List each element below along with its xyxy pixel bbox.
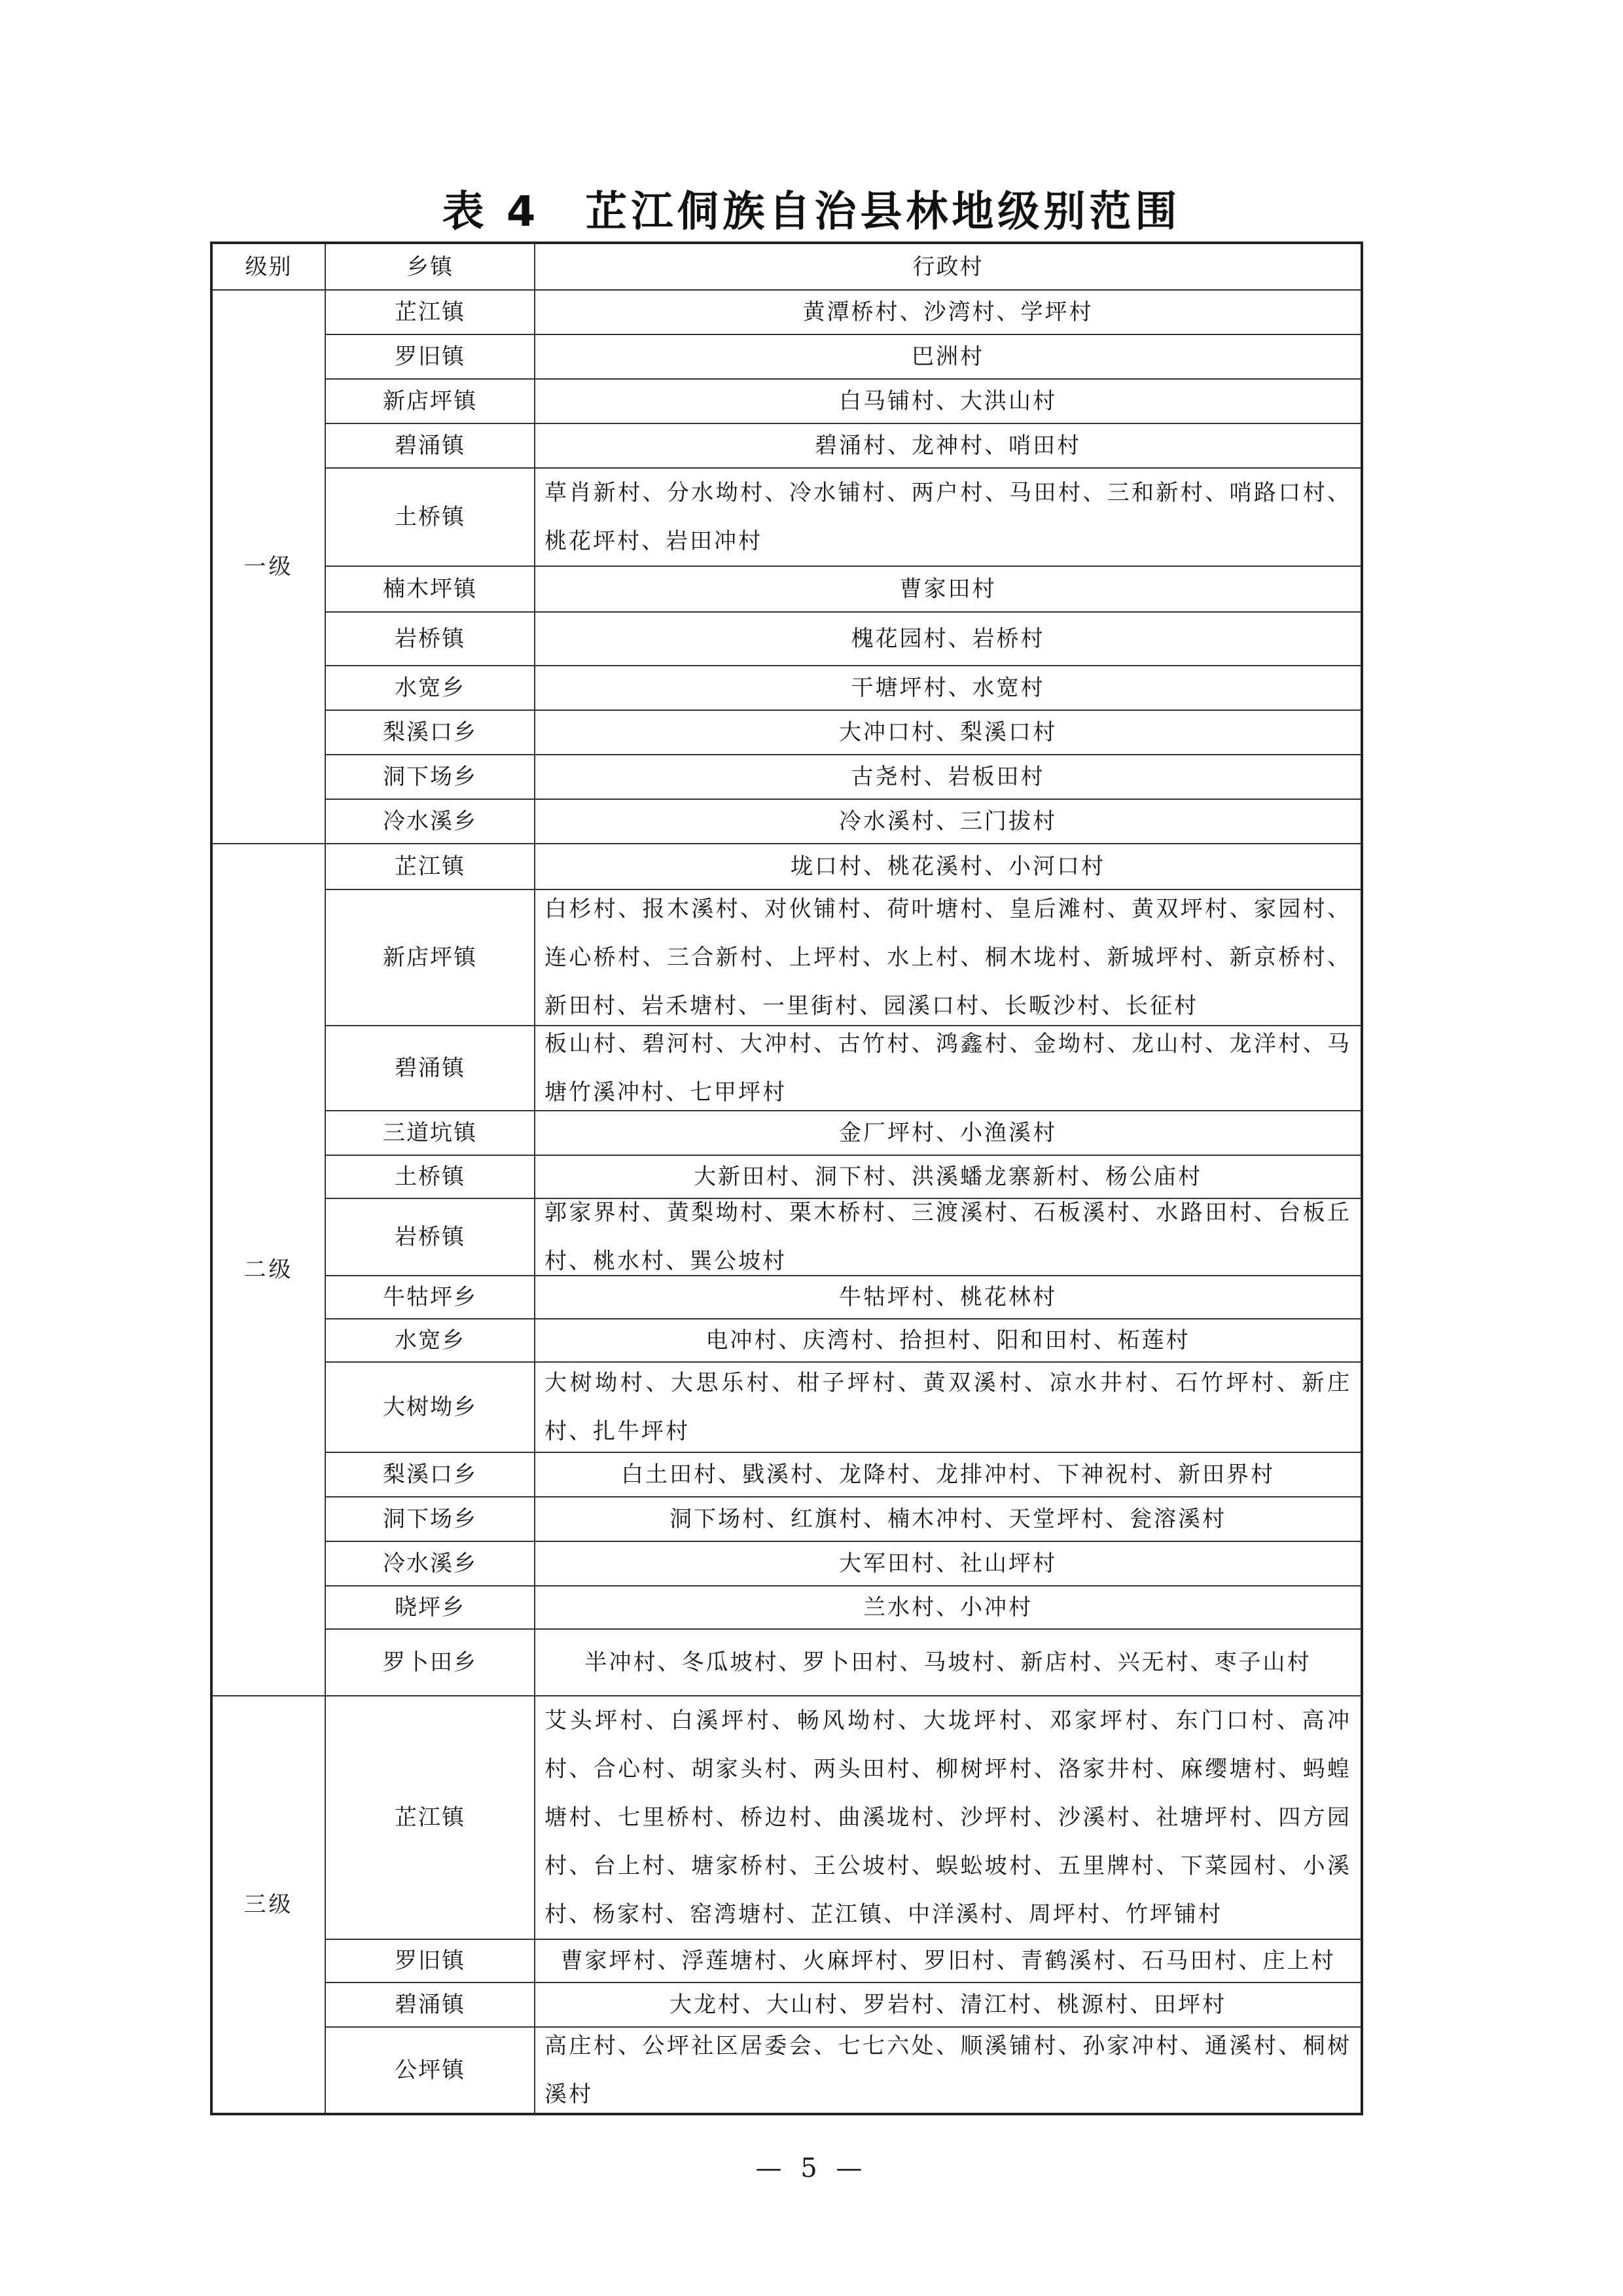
table-row	[211, 1198, 1362, 1276]
villages-cell	[535, 1982, 1362, 2027]
town-cell: 新店坪镇	[325, 889, 535, 1026]
villages-cell	[535, 1026, 1362, 1111]
villages-cell	[535, 1452, 1362, 1497]
villages-cell	[535, 290, 1362, 334]
town-cell: 晓坪乡	[325, 1586, 535, 1629]
town-cell: 芷江镇	[325, 290, 535, 334]
villages-cell	[535, 1696, 1362, 1939]
villages-text: 艾头坪村、白溪坪村、畅风坳村、大垅坪村、邓家坪村、东门口村、高冲村、合心村、胡家头村、两头田村、柳树坪村、洛家井村、麻缨塘村、蚂蝗塘村、七里桥村、桥边村、曲溪垅村、沙坪村、沙溪村、社塘坪村、四方园村、台上村、塘家桥村、王公坡村、蜈蚣坡村、五里牌村、下菜园村、小溪村、杨家村、窑湾塘村、芷江镇、中洋溪村、周坪村、竹坪铺村	[544, 1708, 1351, 1928]
page-number: — 5 —	[755, 2153, 868, 2183]
table-row	[211, 1982, 1362, 2027]
villages-cell	[535, 710, 1362, 755]
table-row	[211, 1497, 1362, 1541]
table-row	[211, 2027, 1362, 2114]
town-cell: 水宽乡	[325, 666, 535, 710]
villages-cell	[535, 1319, 1362, 1362]
forest-level-table	[210, 242, 1363, 2115]
villages-text: 大军田村、社山坪村	[839, 1551, 1057, 1577]
villages-cell	[535, 1541, 1362, 1586]
table-row	[211, 799, 1362, 844]
table-body	[211, 290, 1362, 2114]
table-row	[211, 612, 1362, 666]
villages-text: 曹家田村	[899, 576, 997, 602]
table-row	[211, 1586, 1362, 1629]
villages-text: 白土田村、戥溪村、龙降村、龙排冲村、下神祝村、新田界村	[621, 1462, 1275, 1488]
town-cell: 水宽乡	[325, 1319, 535, 1362]
table-title: 表 4 芷江侗族自治县林地级别范围	[442, 188, 1181, 236]
table-row	[211, 844, 1362, 889]
villages-cell	[535, 1362, 1362, 1452]
villages-text: 黄潭桥村、沙湾村、学坪村	[802, 299, 1094, 325]
villages-text: 曹家坪村、浮莲塘村、火麻坪村、罗旧村、青鹤溪村、石马田村、庄上村	[560, 1948, 1336, 1974]
town-cell: 楠木坪镇	[325, 566, 535, 612]
table-row	[211, 1629, 1362, 1696]
villages-cell	[535, 1111, 1362, 1155]
town-cell: 梨溪口乡	[325, 710, 535, 755]
villages-text: 干塘坪村、水宽村	[851, 675, 1045, 701]
town-cell: 碧涌镇	[325, 1026, 535, 1111]
table-row	[211, 710, 1362, 755]
level-cell: 一级	[211, 290, 325, 844]
town-cell: 公坪镇	[325, 2027, 535, 2114]
town-cell: 芷江镇	[325, 844, 535, 889]
level-cell: 二级	[211, 844, 325, 1696]
table-row	[211, 379, 1362, 423]
villages-text: 垅口村、桃花溪村、小河口村	[791, 853, 1105, 880]
villages-cell	[535, 1939, 1362, 1982]
villages-cell	[535, 799, 1362, 844]
villages-cell	[535, 1198, 1362, 1276]
town-cell: 冷水溪乡	[325, 1541, 535, 1586]
town-cell: 土桥镇	[325, 468, 535, 566]
table-row	[211, 290, 1362, 334]
villages-text: 洞下场村、红旗村、楠木冲村、天堂坪村、瓮溶溪村	[669, 1506, 1226, 1532]
table-row	[211, 1276, 1362, 1319]
town-cell: 碧涌镇	[325, 423, 535, 468]
villages-text: 巴洲村	[912, 344, 984, 370]
villages-cell	[535, 1276, 1362, 1319]
villages-cell	[535, 755, 1362, 799]
villages-text: 大龙村、大山村、罗岩村、清江村、桃源村、田坪村	[669, 1992, 1226, 2018]
town-cell: 大树坳乡	[325, 1362, 535, 1452]
table-row	[211, 1362, 1362, 1452]
villages-cell	[535, 889, 1362, 1026]
villages-cell	[535, 1497, 1362, 1541]
town-cell: 芷江镇	[325, 1696, 535, 1939]
villages-text: 金厂坪村、小渔溪村	[839, 1120, 1057, 1146]
town-cell: 梨溪口乡	[325, 1452, 535, 1497]
table-row	[211, 1541, 1362, 1586]
villages-cell	[535, 2027, 1362, 2114]
level-cell: 三级	[211, 1696, 325, 2114]
town-cell: 罗旧镇	[325, 334, 535, 379]
table-row	[211, 334, 1362, 379]
town-cell: 岩桥镇	[325, 612, 535, 666]
villages-text: 白杉村、报木溪村、对伙铺村、荷叶塘村、皇后滩村、黄双坪村、家园村、连心桥村、三合新村、上坪村、水上村、桐木垅村、新城坪村、新京桥村、新田村、岩禾塘村、一里街村、园溪口村、长畈沙村、长征村	[544, 896, 1351, 1019]
table-row	[211, 1319, 1362, 1362]
table-row	[211, 666, 1362, 710]
villages-text: 兰水村、小冲村	[863, 1594, 1033, 1621]
table-row	[211, 423, 1362, 468]
header-row	[211, 243, 1362, 290]
villages-cell	[535, 334, 1362, 379]
town-cell: 洞下场乡	[325, 755, 535, 799]
villages-text: 白马铺村、大洪山村	[839, 388, 1057, 414]
table-row	[211, 755, 1362, 799]
villages-cell	[535, 1629, 1362, 1696]
villages-cell	[535, 844, 1362, 889]
villages-cell	[535, 379, 1362, 423]
header-level: 级别	[211, 243, 325, 290]
table-row	[211, 1026, 1362, 1111]
villages-text: 槐花园村、岩桥村	[851, 626, 1045, 652]
villages-text: 郭家界村、黄梨坳村、栗木桥村、三渡溪村、石板溪村、水路田村、台板丘村、桃水村、巽公坡村	[544, 1200, 1351, 1274]
town-cell: 罗卜田乡	[325, 1629, 535, 1696]
table-row	[211, 1452, 1362, 1497]
town-cell: 土桥镇	[325, 1155, 535, 1198]
villages-text: 碧涌村、龙神村、哨田村	[815, 433, 1081, 459]
table-row	[211, 1939, 1362, 1982]
table-row	[211, 566, 1362, 612]
villages-cell	[535, 468, 1362, 566]
villages-text: 大新田村、洞下村、洪溪蟠龙寨新村、杨公庙村	[694, 1164, 1202, 1190]
villages-text: 大树坳村、大思乐村、柑子坪村、黄双溪村、凉水井村、石竹坪村、新庄村、扎牛坪村	[544, 1370, 1351, 1444]
villages-cell	[535, 423, 1362, 468]
villages-text: 冷水溪村、三门拔村	[839, 808, 1057, 834]
villages-text: 板山村、碧河村、大冲村、古竹村、鸿鑫村、金坳村、龙山村、龙洋村、马塘竹溪冲村、七甲坪村	[544, 1031, 1351, 1105]
villages-text: 草肖新村、分水坳村、冷水铺村、两户村、马田村、三和新村、哨路口村、桃花坪村、岩田冲村	[544, 480, 1351, 554]
town-cell: 三道坑镇	[325, 1111, 535, 1155]
town-cell: 岩桥镇	[325, 1198, 535, 1276]
villages-cell	[535, 566, 1362, 612]
villages-text: 古尧村、岩板田村	[851, 764, 1045, 790]
villages-text: 电冲村、庆湾村、拾担村、阳和田村、柘莲村	[705, 1327, 1190, 1354]
table-row	[211, 1111, 1362, 1155]
villages-cell	[535, 666, 1362, 710]
town-cell: 牛牯坪乡	[325, 1276, 535, 1319]
villages-text: 大冲口村、梨溪口村	[839, 719, 1057, 745]
town-cell: 冷水溪乡	[325, 799, 535, 844]
header-town: 乡镇	[325, 243, 535, 290]
villages-cell	[535, 612, 1362, 666]
table-row	[211, 1696, 1362, 1939]
header-villages: 行政村	[535, 243, 1362, 290]
town-cell: 新店坪镇	[325, 379, 535, 423]
villages-text: 高庄村、公坪社区居委会、七七六处、顺溪铺村、孙家冲村、通溪村、桐树溪村	[544, 2033, 1351, 2108]
table-row	[211, 889, 1362, 1026]
table-row	[211, 468, 1362, 566]
town-cell: 罗旧镇	[325, 1939, 535, 1982]
villages-cell	[535, 1586, 1362, 1629]
villages-text: 牛牯坪村、桃花林村	[839, 1284, 1057, 1310]
villages-text: 半冲村、冬瓜坡村、罗卜田村、马坡村、新店村、兴无村、枣子山村	[584, 1649, 1311, 1676]
town-cell: 洞下场乡	[325, 1497, 535, 1541]
town-cell: 碧涌镇	[325, 1982, 535, 2027]
